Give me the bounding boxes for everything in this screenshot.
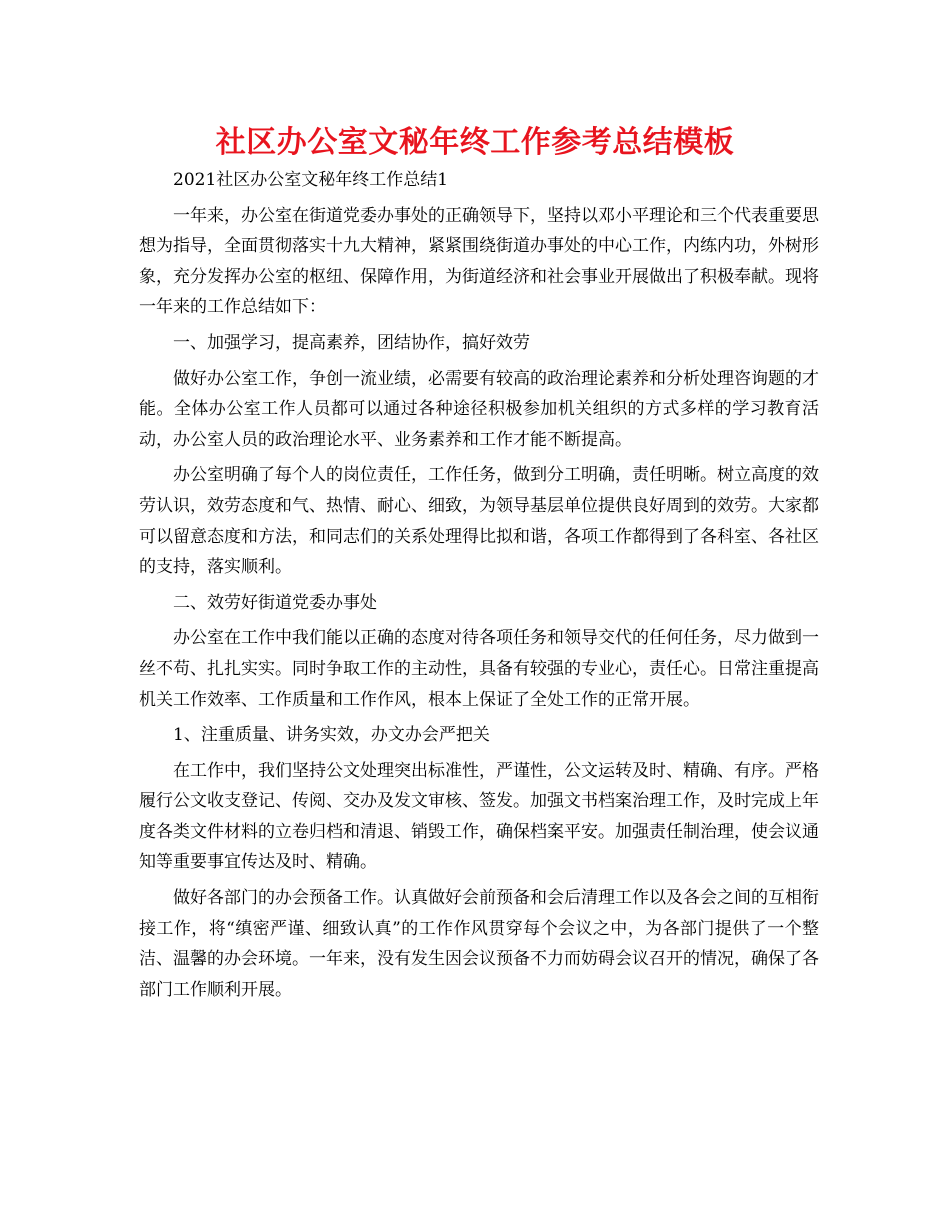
body-paragraph: 做好办公室工作，争创一流业绩，必需要有较高的政治理论素养和分析处理咨询题的才能。全体办公室工作人员都可以通过各种途径积极参加机关组织的方式多样的学习教育活动，办公室人员的政治理论水平、业务素养和工作才能不断提高。 [139, 368, 819, 450]
body-paragraph: 在工作中，我们坚持公文处理突出标准性，严谨性，公文运转及时、精确、有序。严格履行公文收支登记、传阅、交办及发文审核、签发。加强文书档案治理工作，及时完成上年度各类文件材料的立卷归档和清退、销毁工作，确保档案平安。加强责任制治理，使会议通知等重要事宜传达及时、精确。 [139, 760, 819, 873]
subtitle-paragraph: 2021社区办公室文秘年终工作总结1 [173, 170, 449, 190]
subsection-heading-1: 1、注重质量、讲务实效，办文办会严把关 [173, 725, 490, 746]
section-heading-1: 一、加强学习，提高素养，团结协作，搞好效劳 [173, 332, 530, 353]
body-paragraph: 办公室在工作中我们能以正确的态度对待各项任务和领导交代的任何任务，尽力做到一丝不苟、扎扎实实。同时争取工作的主动性，具备有较强的专业心，责任心。日常注重提高机关工作效率、工作质量和工作作风，根本上保证了全处工作的正常开展。 [139, 628, 819, 710]
section-heading-2: 二、效劳好街道党委办事处 [173, 592, 377, 613]
body-paragraph: 做好各部门的办会预备工作。认真做好会前预备和会后清理工作以及各会之间的互相衔接工作，将“缜密严谨、细致认真”的工作作风贯穿每个会议之中，为各部门提供了一个整洁、温馨的办会环境。一年来，没有发生因会议预备不力而妨碍会议召开的情况，确保了各部门工作顺利开展。 [139, 888, 819, 1000]
body-paragraph: 办公室明确了每个人的岗位责任，工作任务，做到分工明确，责任明晰。树立高度的效劳认识，效劳态度和气、热情、耐心、细致，为领导基层单位提供良好周到的效劳。大家都可以留意态度和方法，和同志们的关系处理得比拟和谐，各项工作都得到了各科室、各社区的支持，落实顺利。 [139, 465, 819, 578]
document-title: 社区办公室文秘年终工作参考总结模板 [215, 125, 735, 160]
document-body [139, 165, 819, 1005]
intro-paragraph: 一年来，办公室在街道党委办事处的正确领导下，坚持以邓小平理论和三个代表重要思想为指导，全面贯彻落实十九大精神，紧紧围绕街道办事处的中心工作，内练内功，外树形象，充分发挥办公室的枢纽、保障作用，为街道经济和社会事业开展做出了积极奉献。现将一年来的工作总结如下： [139, 205, 819, 318]
